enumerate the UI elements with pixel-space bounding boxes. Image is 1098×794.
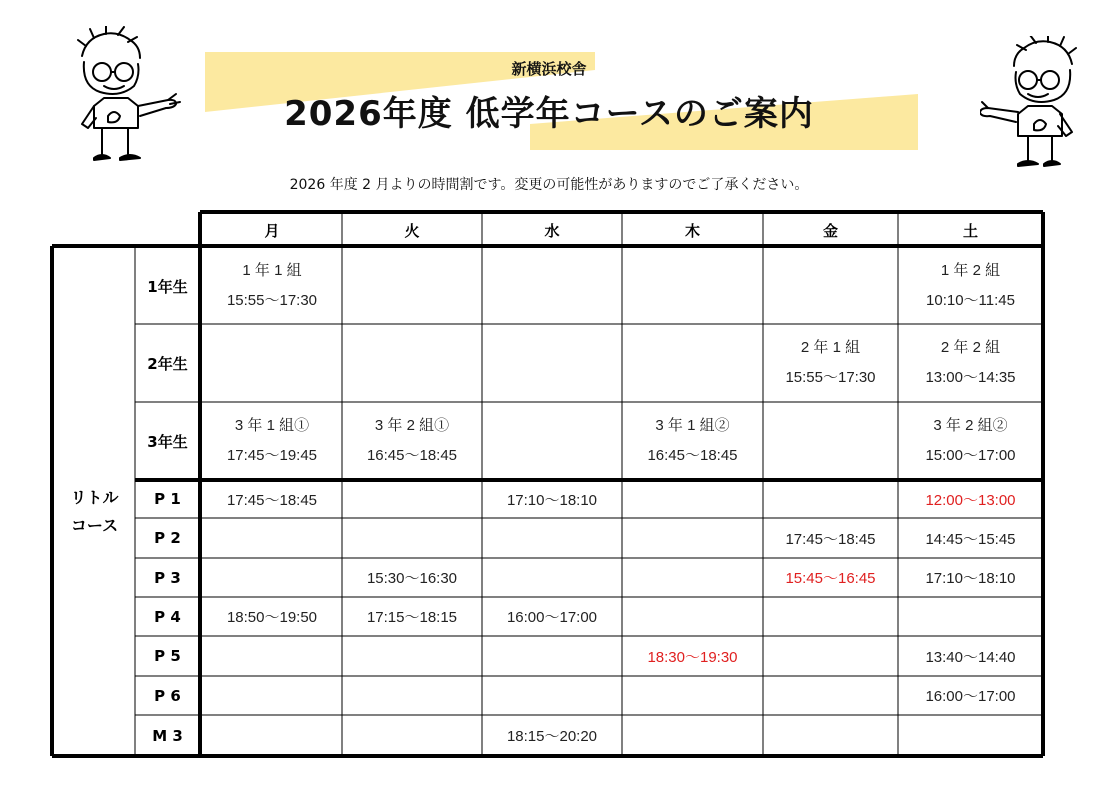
class-cell-grade1-sat (898, 248, 1043, 324)
period-label-m3: M 3 (152, 726, 183, 745)
period-label-p4: P 4 (154, 607, 181, 626)
class-name: 3 年 1 組② (655, 417, 730, 434)
class-time: 16:45〜18:45 (366, 447, 458, 464)
time-cell-p5-sat: 13:40〜14:40 (925, 648, 1016, 666)
schedule-note: 2026 年度 2 月よりの時間割です。変更の可能性がありますのでご了承ください。 (289, 177, 809, 193)
time-cell-p3-tue: 15:30〜16:30 (366, 570, 458, 587)
row-label-grade-1: 1年生 (147, 277, 188, 296)
time-cell-p2-sat: 14:45〜15:45 (925, 530, 1016, 548)
period-label-p1: P 1 (154, 490, 181, 508)
class-time: 17:45〜19:45 (226, 447, 318, 464)
class-cell-grade3-tue (342, 402, 482, 480)
time-cell-p1-mon: 17:45〜18:45 (226, 491, 318, 509)
time-cell-p1-wed: 17:10〜18:10 (506, 491, 598, 509)
day-header-fri: 金 (822, 221, 838, 240)
class-name: 3 年 2 組② (933, 417, 1008, 434)
class-cell-grade3-sat (898, 402, 1043, 480)
period-label-p6: P 6 (154, 686, 181, 705)
class-cell-grade3-thu (622, 402, 763, 480)
class-cell-grade1-mon (202, 248, 342, 324)
time-cell-p4-mon: 18:50〜19:50 (226, 609, 318, 626)
page-title: 2026年度 低学年コースのご案内 (284, 94, 814, 134)
class-cell-grade3-mon (202, 402, 342, 480)
class-name: 3 年 1 組① (234, 417, 310, 434)
campus-name: 新横浜校舎 (511, 60, 587, 78)
day-header-mon: 月 (264, 221, 280, 240)
period-label-p2: P 2 (154, 529, 181, 547)
class-time: 10:10〜11:45 (926, 292, 1015, 309)
time-cell-p5-thu: 18:30〜19:30 (647, 648, 738, 666)
row-label-grade-3: 3年生 (147, 432, 188, 451)
class-cell-grade2-fri (763, 324, 898, 402)
class-name: 1 年 1 組 (242, 262, 302, 279)
class-time: 15:55〜17:30 (785, 369, 876, 386)
time-cell-m3-wed: 18:15〜20:20 (506, 728, 598, 745)
period-label-p3: P 3 (154, 568, 181, 587)
class-time: 15:55〜17:30 (226, 292, 318, 309)
class-name: 2 年 2 組 (940, 339, 1001, 356)
class-name: 1 年 2 組 (940, 262, 1001, 279)
time-cell-p3-fri: 15:45〜16:45 (785, 570, 876, 587)
class-time: 13:00〜14:35 (925, 369, 1016, 386)
time-cell-p1-sat: 12:00〜13:00 (925, 491, 1016, 509)
class-time: 16:45〜18:45 (647, 447, 738, 464)
time-cell-p4-tue: 17:15〜18:15 (366, 609, 458, 626)
class-time: 15:00〜17:00 (925, 447, 1016, 464)
time-cell-p2-fri: 17:45〜18:45 (785, 530, 876, 548)
time-cell-p4-wed: 16:00〜17:00 (506, 609, 598, 626)
little-course-label (54, 482, 135, 542)
day-header-sat: 土 (962, 221, 978, 240)
class-cell-grade2-sat (898, 324, 1043, 402)
day-header-tue: 火 (404, 221, 420, 240)
day-header-thu: 木 (684, 221, 700, 240)
class-name: 3 年 2 組① (374, 417, 450, 434)
little-course-label-line1: リトル (70, 488, 119, 507)
day-header-wed: 水 (544, 221, 560, 240)
time-cell-p6-sat: 16:00〜17:00 (925, 688, 1016, 705)
period-label-p5: P 5 (154, 647, 181, 665)
little-course-label-line2: コース (70, 516, 119, 535)
row-label-grade-2: 2年生 (147, 354, 188, 373)
class-name: 2 年 1 組 (800, 339, 861, 356)
time-cell-p3-sat: 17:10〜18:10 (925, 570, 1016, 587)
